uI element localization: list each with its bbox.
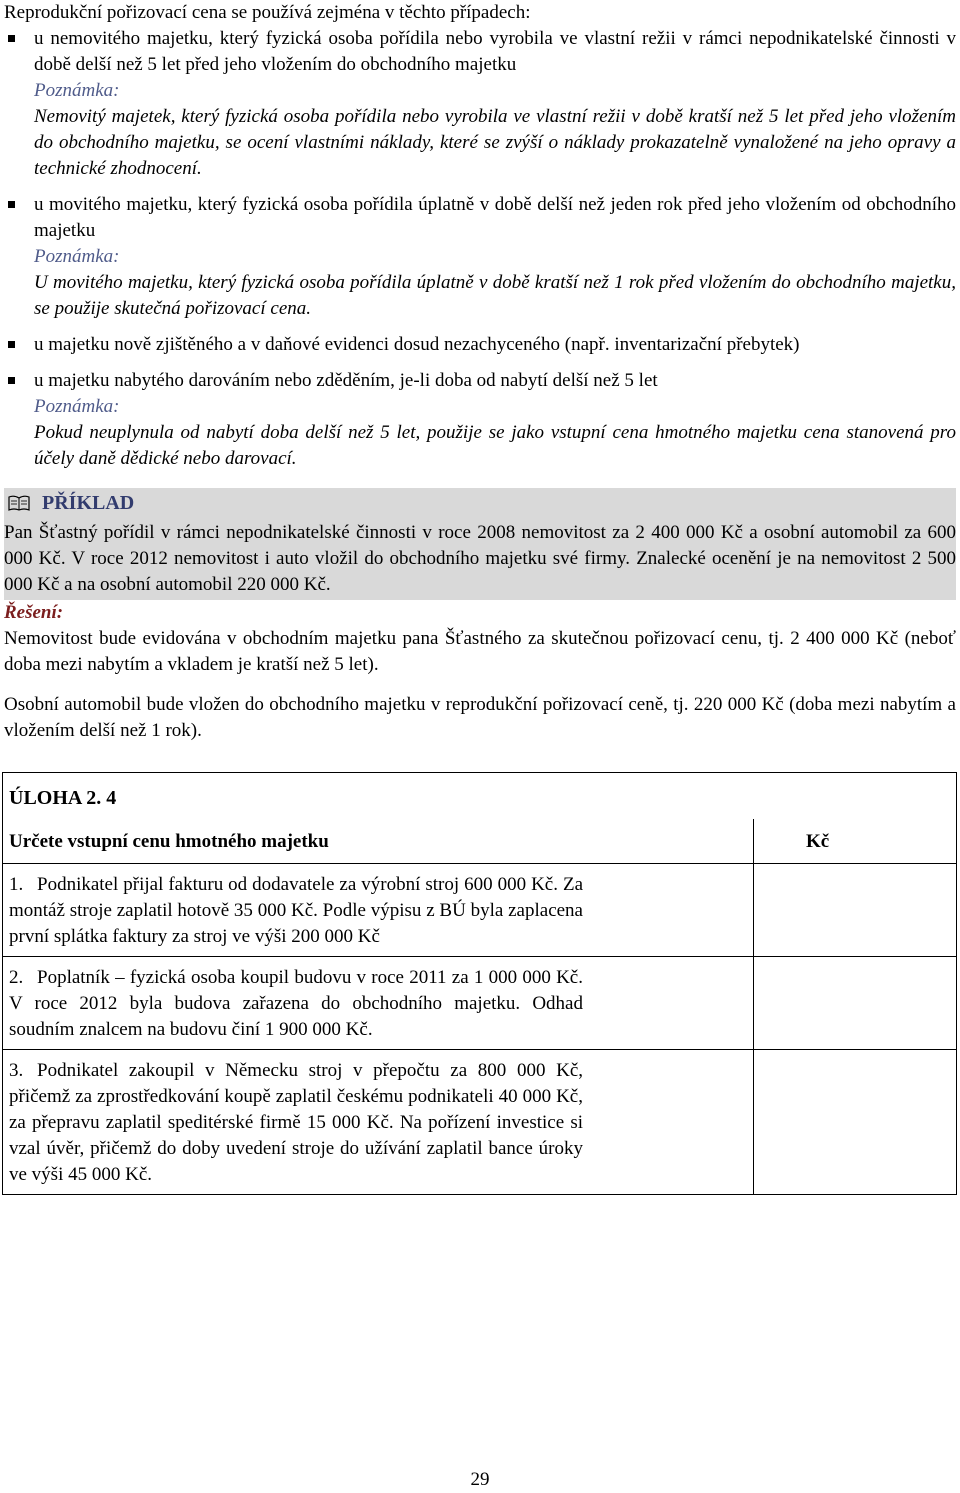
task-table	[2, 772, 957, 1195]
bullet-square-icon	[8, 341, 15, 348]
intro-text: Reprodukční pořizovací cena se používá zejména v těchto případech:	[4, 2, 531, 23]
table-row	[3, 957, 957, 1050]
solution-paragraph: Osobní automobil bude vložen do obchodního majetku v reprodukční pořizovací ceně, tj. 220 000 Kč (doba mezi nabytím a vložením delší než 1 rok).	[4, 694, 956, 741]
task-item	[3, 864, 754, 957]
bullet-square-icon	[8, 35, 15, 42]
bullet-square-icon	[8, 377, 15, 384]
bullet-text: u movitého majetku, který fyzická osoba pořídila úplatně v době delší než jeden rok před jeho vložením od obchodního majetku	[34, 194, 956, 241]
task-answer-cell[interactable]	[754, 957, 957, 1050]
task-answer-cell[interactable]	[754, 1050, 957, 1195]
bullet-item	[4, 192, 956, 244]
solution-heading: Řešení:	[4, 602, 64, 623]
task-item-number: 1.	[9, 874, 24, 895]
bullet-text: u nemovitého majetku, který fyzická osoba pořídila nebo vyrobila ve vlastní režii v rámci nepodnikatelské činnosti v době delší než 5 let před jeho vložením do obchodního majetku	[34, 28, 956, 75]
task-item-text: Podnikatel zakoupil v Německu stroj v přepočtu za 800 000 Kč, přičemž za zprostředkování koupě zaplatil českému podnikateli 40 000 Kč, za přepravu zaplatil speditérské firmě 15 000 Kč. Na pořízení investice si vzal úvěr, přičemž do doby uvedení stroje do užívání zaplatil bance úroky ve výši 45 000 Kč.	[9, 1060, 583, 1185]
note-label: Poznámka:	[34, 246, 120, 267]
table-row	[3, 1050, 957, 1195]
task-item-text: Poplatník – fyzická osoba koupil budovu v roce 2011 za 1 000 000 Kč. V roce 2012 byla budova zařazena do obchodního majetku. Odhad soudním znalcem na budovu činí 1 900 000 Kč.	[9, 967, 583, 1040]
example-title: PŘÍKLAD	[42, 492, 135, 514]
task-answer-cell[interactable]	[754, 864, 957, 957]
task-item-text: Podnikatel přijal fakturu od dodavatele za výrobní stroj 600 000 Kč. Za montáž stroje zaplatil hotově 35 000 Kč. Podle výpisu z BÚ byla zaplacena první splátka faktury za stroj ve výši 200 000 Kč	[9, 874, 583, 947]
note-label: Poznámka:	[34, 396, 120, 417]
bullet-text: u majetku nabytého darováním nebo zděděním, je-li doba od nabytí delší než 5 let	[34, 370, 658, 391]
example-text: Pan Šťastný pořídil v rámci nepodnikatelské činnosti v roce 2008 nemovitost za 2 400 000 Kč a osobní automobil za 600 000 Kč. V roce 2012 nemovitost i auto vložil do obchodního majetku své firmy. Znalecké ocenění je na nemovitost 2 500 000 Kč a na osobní automobil 220 000 Kč.	[4, 522, 956, 595]
bullet-text: u majetku nově zjištěného a v daňové evidenci dosud nezachyceného (např. inventarizační přebytek)	[34, 334, 800, 355]
example-box	[4, 488, 956, 600]
bullet-item	[4, 368, 956, 394]
task-title: ÚLOHA 2. 4	[3, 773, 957, 820]
example-heading	[4, 488, 956, 518]
task-item-number: 2.	[9, 967, 24, 988]
bullet-item	[4, 26, 956, 78]
note-text: Pokud neuplynula od nabytí doba delší než 5 let, použije se jako vstupní cena hmotného majetku cena stanovená pro účely daně dědické nebo darovací.	[34, 422, 956, 469]
note-text: Nemovitý majetek, který fyzická osoba pořídila nebo vyrobila ve vlastní režii v době kratší než 5 let před jeho vložením do obchodního majetku, se ocení vlastními náklady, které se zvýší o náklady prokazatelně vynaložené na jeho opravy a technické zhodnocení.	[34, 106, 956, 179]
task-header-left: Určete vstupní cenu hmotného majetku	[3, 819, 754, 864]
page-number: 29	[470, 1469, 490, 1490]
bullet-item	[4, 332, 956, 358]
task-item-number: 3.	[9, 1060, 24, 1081]
table-row	[3, 864, 957, 957]
task-item	[3, 957, 754, 1050]
bullet-square-icon	[8, 201, 15, 208]
note-text: U movitého majetku, který fyzická osoba pořídila úplatně v době kratší než 1 rok před vložením do obchodního majetku, se použije skutečná pořizovací cena.	[34, 272, 956, 319]
solution-paragraph: Nemovitost bude evidována v obchodním majetku pana Šťastného za skutečnou pořizovací cenu, tj. 2 400 000 Kč (neboť doba mezi nabytím a vkladem je kratší než 5 let).	[4, 628, 956, 675]
task-item	[3, 1050, 754, 1195]
page-content	[4, 0, 956, 1195]
note-label: Poznámka:	[34, 80, 120, 101]
book-icon	[8, 495, 30, 511]
task-header-right: Kč	[754, 819, 957, 864]
